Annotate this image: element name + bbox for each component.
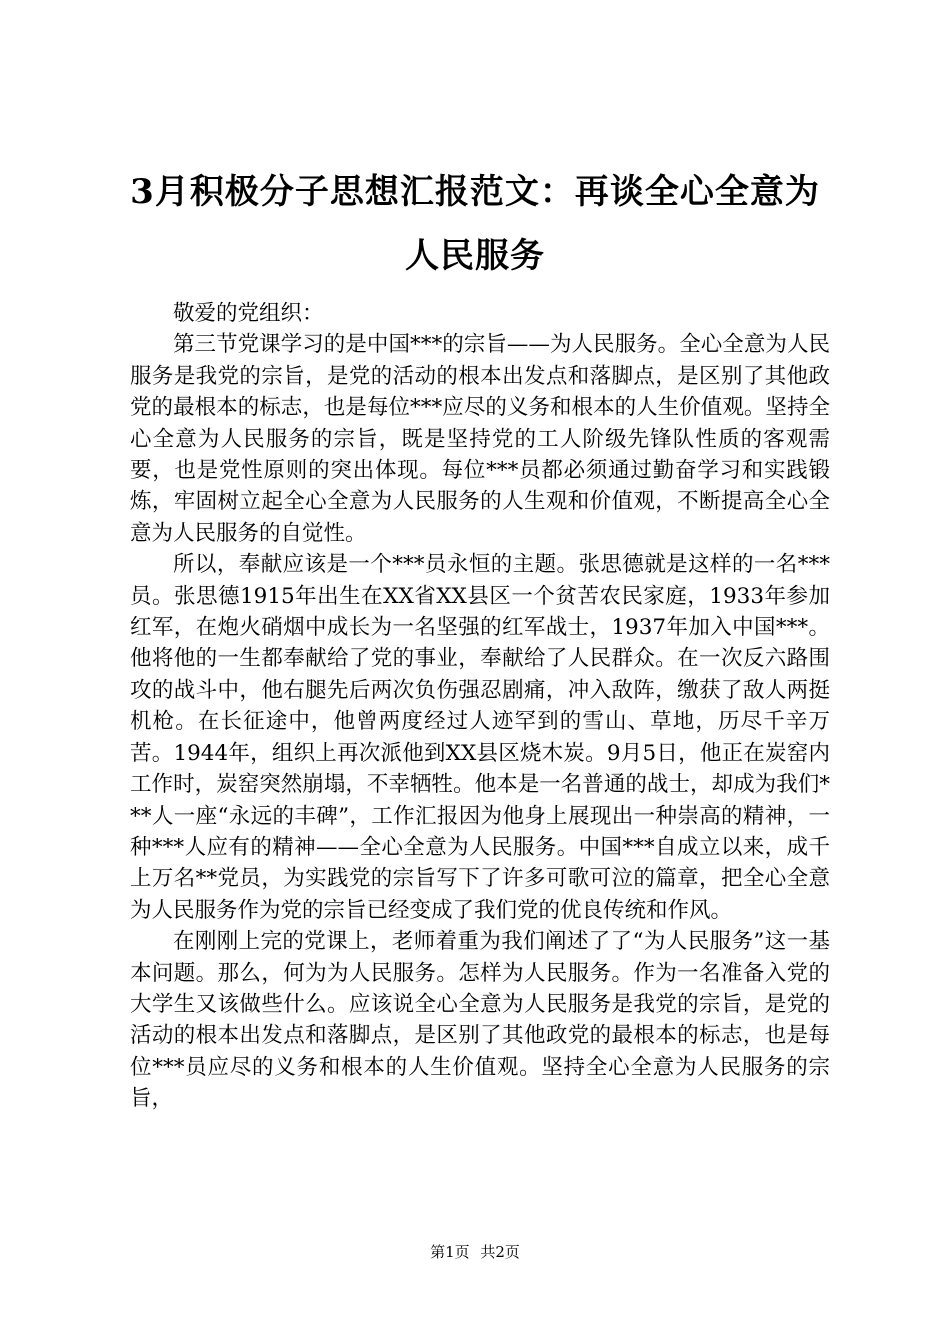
title-line-1: 3月积极分子思想汇报范文：再谈全心全意为 [130, 172, 820, 212]
page-footer [0, 1242, 950, 1262]
document-body [130, 298, 830, 1115]
document-title [110, 160, 840, 288]
page-number-current: 第1页 [430, 1243, 470, 1261]
paragraph-2: 所以，奉献应该是一个***员永恒的主题。张思德就是这样的一名***员。张思德1915年出生在XX省XX县区一个贫苦农民家庭，1933年参加红军，在炮火硝烟中成长为一名坚强的红军战士，1937年加入中国***。他将他的一生都奉献给了党的事业，奉献给了人民群众。在一次反六路围攻的战斗中，他右腿先后两次负伤强忍剧痛，冲入敌阵，缴获了敌人两挺机枪。在长征途中，他曾两度经过人迹罕到的雪山、草地，历尽千辛万苦。1944年，组织上再次派他到XX县区烧木炭。9月5日，他正在炭窑内工作时，炭窑突然崩塌，不幸牺牲。他本是一名普通的战士，却成为我们***人一座“永远的丰碑”，工作汇报因为他身上展现出一种崇高的精神，一种***人应有的精神——全心全意为人民服务。中国***自成立以来，成千上万名**党员，为实践党的宗旨写下了许多可歌可泣的篇章，把全心全意为人民服务作为党的宗旨已经变成了我们党的优良传统和作风。 [130, 552, 830, 923]
paragraph-1: 第三节党课学习的是中国***的宗旨——为人民服务。全心全意为人民服务是我党的宗旨，是党的活动的根本出发点和落脚点，是区别了其他政党的最根本的标志，也是每位***应尽的义务和根本的人生价值观。坚持全心全意为人民服务的宗旨，既是坚持党的工人阶级先锋队性质的客观需要，也是党性原则的突出体现。每位***员都必须通过勤奋学习和实践锻炼，牢固树立起全心全意为人民服务的人生观和价值观，不断提高全心全意为人民服务的自觉性。 [130, 332, 830, 546]
salutation: 敬爱的党组织： [173, 301, 324, 326]
paragraph-3: 在刚刚上完的党课上，老师着重为我们阐述了了“为人民服务”这一基本问题。那么，何为为人民服务。怎样为人民服务。作为一名准备入党的大学生又该做些什么。应该说全心全意为人民服务是我党的宗旨，是党的活动的根本出发点和落脚点，是区别了其他政党的最根本的标志，也是每位***员应尽的义务和根本的人生价值观。坚持全心全意为人民服务的宗旨， [130, 929, 830, 1112]
page-number-total: 共2页 [480, 1243, 520, 1261]
title-line-2: 人民服务 [405, 236, 545, 276]
